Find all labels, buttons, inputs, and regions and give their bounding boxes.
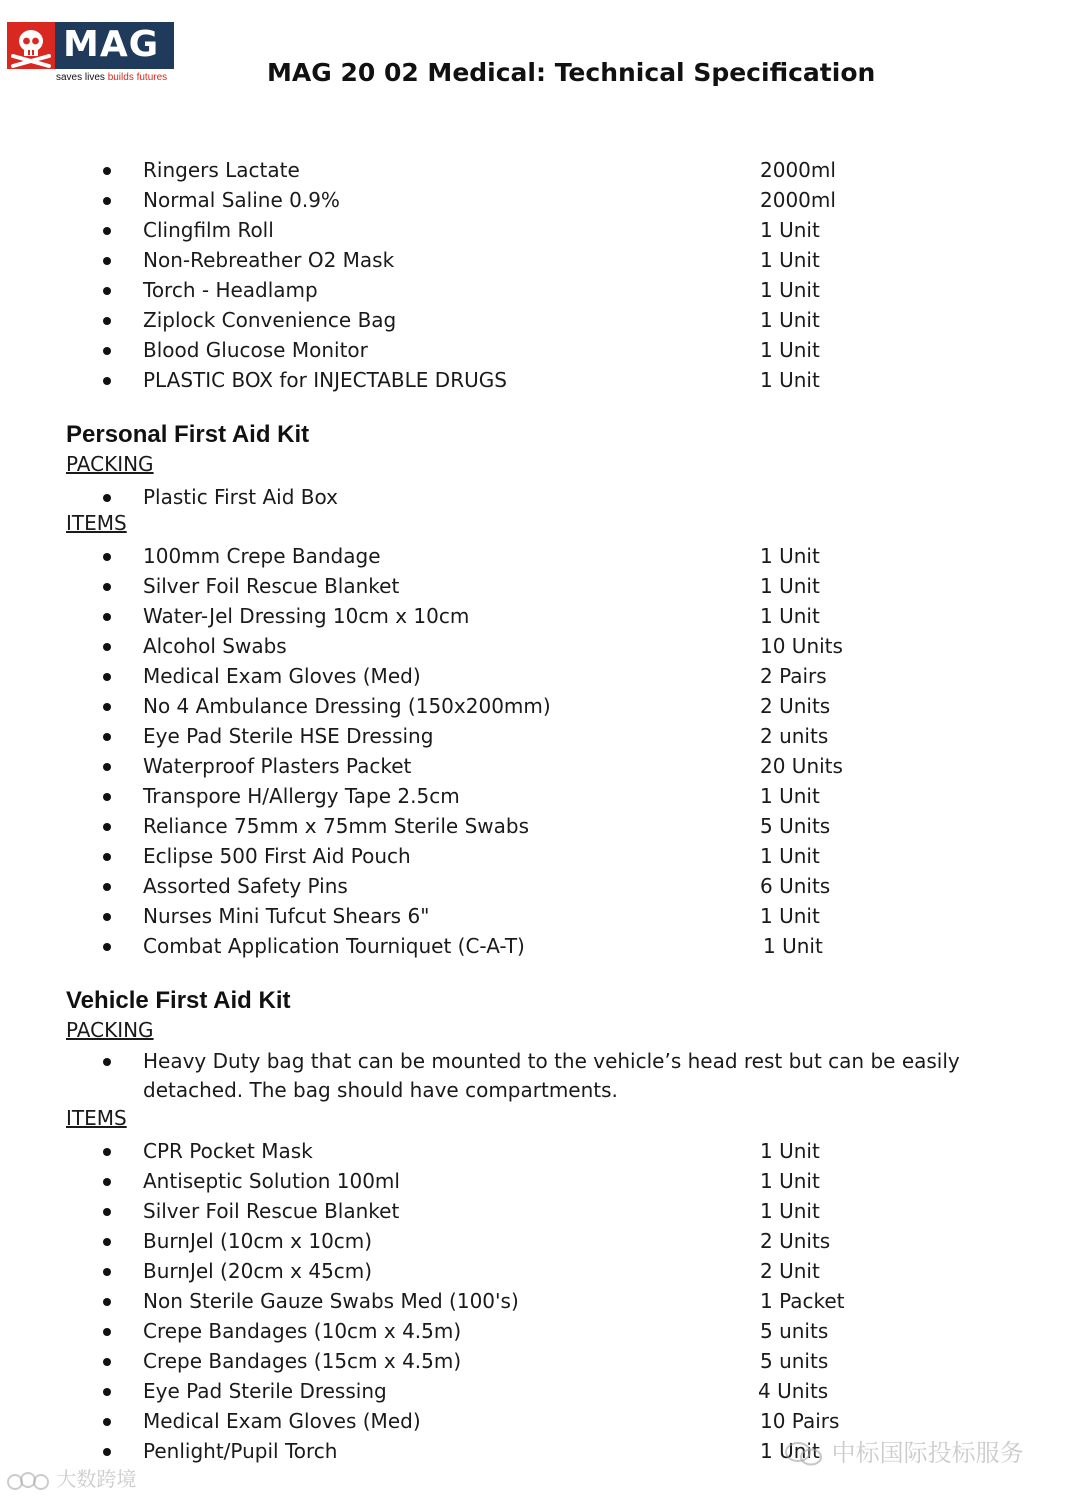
vehicle-items-label: ITEMS (66, 1106, 127, 1130)
item-name: Silver Foil Rescue Blanket (143, 1199, 400, 1223)
list-item (0, 305, 1080, 335)
item-name: Eye Pad Sterile HSE Dressing (143, 724, 434, 748)
item-name: BurnJel (20cm x 45cm) (143, 1259, 373, 1283)
bullet-icon (103, 1058, 111, 1066)
list-item (0, 245, 1080, 275)
item-quantity: 5 units (760, 1349, 829, 1373)
item-name: Ziplock Convenience Bag (143, 308, 397, 332)
item-quantity: 2 Units (760, 1229, 831, 1253)
item-quantity: 1 Unit (760, 574, 820, 598)
list-item (0, 691, 1080, 721)
packing-text: Plastic First Aid Box (143, 485, 338, 509)
list-item (0, 1346, 1080, 1376)
item-quantity: 10 Units (760, 634, 843, 658)
item-name: Water-Jel Dressing 10cm x 10cm (143, 604, 470, 628)
list-item (0, 901, 1080, 931)
bullet-icon (103, 1418, 111, 1426)
item-name: Reliance 75mm x 75mm Sterile Swabs (143, 814, 530, 838)
item-name: Nurses Mini Tufcut Shears 6" (143, 904, 430, 928)
bullet-icon (103, 1328, 111, 1336)
list-item (0, 1166, 1080, 1196)
item-quantity: 1 Unit (760, 1139, 820, 1163)
item-name: No 4 Ambulance Dressing (150x200mm) (143, 694, 551, 718)
list-item (0, 601, 1080, 631)
tagline-red: builds futures (107, 72, 168, 83)
item-quantity: 1 Unit (760, 338, 820, 362)
item-quantity: 1 Unit (760, 1199, 820, 1223)
list-item (0, 185, 1080, 215)
item-name: Alcohol Swabs (143, 634, 287, 658)
bullet-icon (103, 317, 111, 325)
list-item (0, 811, 1080, 841)
bullet-icon (103, 733, 111, 741)
item-quantity: 1 Unit (760, 248, 820, 272)
item-name: Eclipse 500 First Aid Pouch (143, 844, 411, 868)
skull-icon (7, 22, 55, 69)
item-name: Penlight/Pupil Torch (143, 1439, 338, 1463)
watermark-right (784, 1433, 1024, 1468)
personal-items-label: ITEMS (66, 511, 127, 535)
mag-logo (7, 22, 175, 86)
item-quantity: 2000ml (760, 188, 836, 212)
bullet-icon (103, 583, 111, 591)
list-item (0, 871, 1080, 901)
item-quantity: 1 Packet (760, 1289, 845, 1313)
item-name: Combat Application Tourniquet (C-A-T) (143, 934, 525, 958)
list-item (0, 335, 1080, 365)
list-item (0, 721, 1080, 751)
item-name: Blood Glucose Monitor (143, 338, 368, 362)
bullet-icon (103, 1208, 111, 1216)
list-item (0, 1226, 1080, 1256)
personal-kit-heading: Personal First Aid Kit (66, 421, 310, 448)
item-quantity: 1 Unit (763, 934, 823, 958)
item-name: Assorted Safety Pins (143, 874, 348, 898)
item-name: Medical Exam Gloves (Med) (143, 1409, 421, 1433)
item-name: Crepe Bandages (10cm x 4.5m) (143, 1319, 462, 1343)
item-name: Medical Exam Gloves (Med) (143, 664, 421, 688)
packing-text: Heavy Duty bag that can be mounted to the vehicle’s head rest but can be easily detached. The bag should have compartments. (143, 1049, 960, 1102)
bullet-icon (103, 1358, 111, 1366)
list-item (0, 275, 1080, 305)
item-name: Waterproof Plasters Packet (143, 754, 412, 778)
item-name: Normal Saline 0.9% (143, 188, 340, 212)
bullet-icon (103, 197, 111, 205)
item-name: BurnJel (10cm x 10cm) (143, 1229, 373, 1253)
list-item (0, 541, 1080, 571)
document-title: MAG 20 02 Medical: Technical Specification (267, 58, 876, 87)
bullet-icon (103, 793, 111, 801)
bullet-icon (103, 1388, 111, 1396)
item-name: Silver Foil Rescue Blanket (143, 574, 400, 598)
item-name: Torch - Headlamp (143, 278, 318, 302)
bullet-icon (103, 1148, 111, 1156)
wechat-icon (784, 1441, 824, 1467)
list-item (0, 1256, 1080, 1286)
item-name: PLASTIC BOX for INJECTABLE DRUGS (143, 368, 507, 392)
list-item (0, 155, 1080, 185)
packing-item (0, 482, 1080, 512)
bullet-icon (103, 1268, 111, 1276)
personal-packing-label: PACKING (66, 452, 154, 476)
list-item (0, 1316, 1080, 1346)
item-quantity: 1 Unit (760, 604, 820, 628)
bullet-icon (103, 673, 111, 681)
bullet-icon (103, 1238, 111, 1246)
bullet-icon (103, 1298, 111, 1306)
list-item (0, 1196, 1080, 1226)
bullet-icon (103, 643, 111, 651)
weibo-icon (6, 1470, 50, 1492)
bullet-icon (103, 703, 111, 711)
watermark-right-text: 中标国际投标服务 (831, 1439, 1024, 1467)
bullet-icon (103, 883, 111, 891)
list-item (0, 931, 1080, 961)
item-quantity: 1 Unit (760, 544, 820, 568)
item-quantity: 1 Unit (760, 1439, 820, 1463)
bullet-icon (103, 823, 111, 831)
bullet-icon (103, 494, 111, 502)
list-item (0, 1376, 1080, 1406)
list-item (0, 841, 1080, 871)
list-item (0, 1136, 1080, 1166)
tagline-dark: saves lives (56, 72, 108, 83)
item-name: Ringers Lactate (143, 158, 300, 182)
bullet-icon (103, 377, 111, 385)
list-item (0, 215, 1080, 245)
bullet-icon (103, 1178, 111, 1186)
bullet-icon (103, 613, 111, 621)
list-item (0, 1286, 1080, 1316)
watermark-left (6, 1463, 136, 1492)
item-quantity: 1 Unit (760, 1169, 820, 1193)
vehicle-kit-heading: Vehicle First Aid Kit (66, 987, 291, 1014)
list-item (0, 365, 1080, 395)
item-name: 100mm Crepe Bandage (143, 544, 381, 568)
item-quantity: 10 Pairs (760, 1409, 840, 1433)
bullet-icon (103, 347, 111, 355)
bullet-icon (103, 943, 111, 951)
item-name: Clingfilm Roll (143, 218, 274, 242)
bullet-icon (103, 167, 111, 175)
item-quantity: 1 Unit (760, 844, 820, 868)
list-item (0, 661, 1080, 691)
list-item (0, 751, 1080, 781)
item-quantity: 5 units (760, 1319, 829, 1343)
list-item (0, 1406, 1080, 1436)
item-quantity: 1 Unit (760, 218, 820, 242)
item-name: Transpore H/Allergy Tape 2.5cm (143, 784, 460, 808)
item-name: Non Sterile Gauze Swabs Med (100's) (143, 1289, 519, 1313)
item-name: Non-Rebreather O2 Mask (143, 248, 395, 272)
bullet-icon (103, 1448, 111, 1456)
item-quantity: 2 Units (760, 694, 831, 718)
bullet-icon (103, 287, 111, 295)
item-quantity: 2 units (760, 724, 829, 748)
list-item (0, 631, 1080, 661)
bullet-icon (103, 257, 111, 265)
item-name: Antiseptic Solution 100ml (143, 1169, 400, 1193)
item-name: Crepe Bandages (15cm x 4.5m) (143, 1349, 462, 1373)
logo-tagline (56, 72, 167, 83)
item-quantity: 2000ml (760, 158, 836, 182)
item-quantity: 1 Unit (760, 278, 820, 302)
item-quantity: 1 Unit (760, 784, 820, 808)
item-quantity: 2 Pairs (760, 664, 827, 688)
item-quantity: 20 Units (760, 754, 843, 778)
item-quantity: 1 Unit (760, 308, 820, 332)
logo-wordmark: MAG (63, 24, 160, 65)
item-name: Eye Pad Sterile Dressing (143, 1379, 387, 1403)
item-quantity: 6 Units (760, 874, 831, 898)
item-name: CPR Pocket Mask (143, 1139, 313, 1163)
bullet-icon (103, 853, 111, 861)
vehicle-packing-label: PACKING (66, 1018, 154, 1042)
bullet-icon (103, 913, 111, 921)
item-quantity: 2 Unit (760, 1259, 820, 1283)
bullet-icon (103, 553, 111, 561)
list-item (0, 571, 1080, 601)
bullet-icon (103, 763, 111, 771)
item-quantity: 4 Units (758, 1379, 829, 1403)
watermark-left-text: 大数跨境 (56, 1467, 137, 1491)
item-quantity: 5 Units (760, 814, 831, 838)
item-quantity: 1 Unit (760, 904, 820, 928)
item-quantity: 1 Unit (760, 368, 820, 392)
list-item (0, 781, 1080, 811)
bullet-icon (103, 227, 111, 235)
